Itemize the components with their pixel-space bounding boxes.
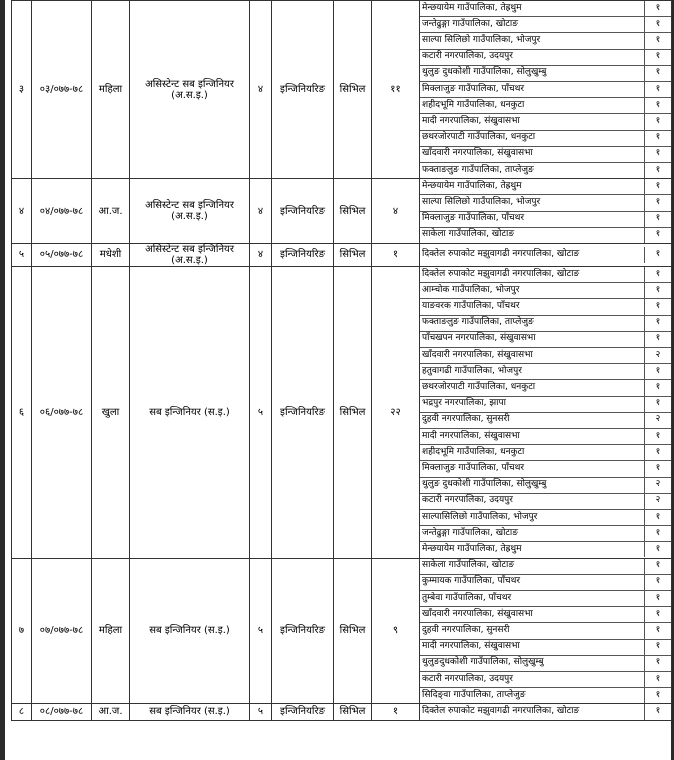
office-post-count: १: [645, 162, 672, 178]
list-item: [420, 348, 671, 364]
service-name: इन्जिनियरिङ: [272, 558, 334, 704]
office-post-count: १: [645, 607, 672, 623]
office-table: [420, 704, 671, 719]
list-item: [420, 33, 671, 49]
reservation-type: महिला: [92, 558, 130, 704]
table-row: [12, 243, 672, 266]
office-name: साल्पा सिलिछो गाउँपालिका, भोजपुर: [420, 195, 645, 211]
service-name: इन्जिनियरिङ: [272, 704, 334, 720]
service-name: इन्जिनियरिङ: [272, 243, 334, 266]
service-name: इन्जिनियरिङ: [272, 266, 334, 558]
office-name: दिक्तेल रुपाकोट मझुवागढी नगरपालिका, खोटाङ: [422, 706, 580, 717]
office-list: [420, 266, 672, 558]
list-item: [420, 146, 671, 162]
office-name: दिक्तेल रुपाकोट मझुवागढी नगरपालिका, खोटाङ: [422, 249, 580, 260]
office-list: [420, 1, 672, 179]
list-item: [420, 162, 671, 178]
office-post-count: १: [645, 559, 672, 575]
office-post-count: १: [645, 509, 672, 525]
group-name: सिभिल: [334, 704, 372, 720]
list-item: [420, 315, 671, 331]
advertisement-number: ०७/०७७-७८: [32, 558, 92, 704]
post-name: सब इन्जिनियर (स.इ.): [130, 704, 250, 720]
office-post-count: १: [645, 315, 672, 331]
office-post-count: १: [645, 195, 672, 211]
list-item: [420, 299, 671, 315]
office-post-count: २: [645, 412, 672, 428]
office-name: छथरजोरपाटी गाउँपालिका, धनकुटा: [420, 380, 645, 396]
total-posts: ९: [372, 558, 420, 704]
office-name: साकेला गाउँपालिका, खोटाङ: [420, 559, 645, 575]
office-post-count: १: [645, 98, 672, 114]
list-item: [420, 49, 671, 65]
office-post-count: १: [645, 574, 672, 590]
level: ५: [250, 266, 272, 558]
list-item: [420, 227, 671, 243]
list-item: [420, 98, 671, 114]
left-border-bar: [0, 0, 5, 760]
office-post-count: १: [645, 267, 672, 283]
reservation-type: महिला: [92, 1, 130, 179]
office-name: दुहवी नगरपालिका, सुनसरी: [420, 623, 645, 639]
office-list: [420, 179, 672, 244]
list-item: [420, 704, 671, 719]
serial-number: ३: [12, 1, 32, 179]
list-item: [420, 364, 671, 380]
office-post-count: १: [645, 146, 672, 162]
office-table: [420, 1, 671, 178]
office-post-count: १: [645, 114, 672, 130]
office-name: सिदिङ्वा गाउँपालिका, ताप्लेजुङ: [422, 689, 526, 700]
office-post-count: २: [645, 493, 672, 509]
serial-number: ८: [12, 704, 32, 720]
list-item: [420, 526, 671, 542]
office-post-count: १: [645, 428, 672, 444]
office-name: थुलुङदुधकोशी गाउँपालिका, सोलुखुम्बु: [420, 655, 645, 671]
reservation-type: खुला: [92, 266, 130, 558]
office-table: [420, 179, 671, 243]
office-post-count: १: [645, 331, 672, 347]
reservation-type: आ.ज.: [92, 704, 130, 720]
office-table: [420, 247, 671, 262]
level: ४: [250, 1, 272, 179]
office-post-count: १: [645, 688, 672, 704]
office-name: आम्चोक गाउँपालिका, भोजपुर: [420, 283, 645, 299]
list-item: [420, 114, 671, 130]
office-name: मादी नगरपालिका, संखुवासभा: [420, 114, 645, 130]
group-name: सिभिल: [334, 1, 372, 179]
office-post-count: १: [645, 17, 672, 33]
office-table: [420, 267, 671, 557]
service-name: इन्जिनियरिङ: [272, 179, 334, 244]
table-row: [12, 266, 672, 558]
office-name: छथरजोरपाटी गाउँपालिका, धनकुटा: [420, 130, 645, 146]
list-item: [420, 247, 671, 262]
office-post-count: १: [645, 396, 672, 412]
office-name: शहीदभूमि गाउँपालिका, धनकुटा: [420, 445, 645, 461]
office-name: तुम्बेवा गाउँपालिका, पाँचथर: [420, 591, 645, 607]
office-name: मेन्छयायेम गाउँपालिका, तेह्रथुम: [420, 179, 645, 195]
advertisement-number: ०६/०७७-७८: [32, 266, 92, 558]
list-item: [420, 65, 671, 81]
list-item: [420, 671, 671, 687]
office-post-count: २: [645, 477, 672, 493]
post-name: सब इन्जिनियर (स.इ.): [130, 558, 250, 704]
office-name: फक्ताङलुङ गाउँपालिका, ताप्लेजुङ: [422, 164, 534, 175]
office-post-count: १: [645, 591, 672, 607]
total-posts: ११: [372, 1, 420, 179]
office-name: मादी नगरपालिका, संखुवासभा: [420, 639, 645, 655]
list-item: [420, 130, 671, 146]
reservation-type: आ.ज.: [92, 179, 130, 244]
serial-number: ४: [12, 179, 32, 244]
office-name: मेन्छयायेम गाउँपालिका, तेह्रथुम: [420, 1, 645, 17]
office-name: जन्तेढुङ्गा गाउँपालिका, खोटाङ: [420, 17, 645, 33]
group-name: सिभिल: [334, 558, 372, 704]
table-row: [12, 704, 672, 720]
level: ४: [250, 179, 272, 244]
office-post-count: १: [645, 623, 672, 639]
office-name: शहीदभूमि गाउँपालिका, धनकुटा: [420, 98, 645, 114]
list-item: [420, 1, 671, 17]
office-name: दिक्तेल रुपाकोट मझुवागढी नगरपालिका, खोटाङ: [420, 267, 645, 283]
advertisement-number: ०५/०७७-७८: [32, 243, 92, 266]
office-post-count: १: [645, 704, 672, 719]
office-name: याङवरक गाउँपालिका, पाँचथर: [420, 299, 645, 315]
office-post-count: १: [645, 445, 672, 461]
office-post-count: १: [645, 461, 672, 477]
office-name: फक्ताङलुङ गाउँपालिका, ताप्लेजुङ: [420, 315, 645, 331]
office-post-count: १: [645, 33, 672, 49]
list-item: [420, 509, 671, 525]
level: ५: [250, 558, 272, 704]
total-posts: ४: [372, 179, 420, 244]
office-name: कटारी नगरपालिका, उदयपुर: [420, 493, 645, 509]
office-post-count: १: [645, 65, 672, 81]
office-name: खाँदवारी नगरपालिका, संखुवासभा: [420, 607, 645, 623]
office-name: साकेला गाउँपालिका, खोटाङ: [422, 229, 515, 240]
office-name: थुलुङ दुधकोशी गाउँपालिका, सोलुखुम्बु: [420, 477, 645, 493]
list-item: [420, 195, 671, 211]
office-post-count: १: [645, 526, 672, 542]
list-item: [420, 82, 671, 98]
advertisement-number: ०४/०७७-७८: [32, 179, 92, 244]
office-post-count: १: [645, 179, 672, 195]
table-row: [12, 558, 672, 704]
list-item: [420, 493, 671, 509]
list-item: [420, 655, 671, 671]
office-name: खाँदवारी नगरपालिका, संखुवासभा: [420, 146, 645, 162]
office-post-count: १: [645, 671, 672, 687]
advertisement-number: ०३/०७७-७८: [32, 1, 92, 179]
office-name: भद्रपुर नगरपालिका, झापा: [420, 396, 645, 412]
level: ५: [250, 704, 272, 720]
post-name: सब इन्जिनियर (स.इ.): [130, 266, 250, 558]
group-name: सिभिल: [334, 243, 372, 266]
list-item: [420, 17, 671, 33]
list-item: [420, 607, 671, 623]
list-item: [420, 639, 671, 655]
list-item: [420, 477, 671, 493]
list-item: [420, 179, 671, 195]
office-post-count: १: [645, 364, 672, 380]
office-name: जन्तेढुङ्गा गाउँपालिका, खोटाङ: [420, 526, 645, 542]
list-item: [420, 428, 671, 444]
total-posts: २२: [372, 266, 420, 558]
office-post-count: १: [645, 542, 672, 558]
office-list: [420, 704, 672, 720]
office-name: मेन्छयायेम गाउँपालिका, तेह्रथुम: [422, 543, 522, 554]
office-post-count: १: [645, 639, 672, 655]
advertisement-number: ०८/०७७-७८: [32, 704, 92, 720]
list-item: [420, 542, 671, 558]
list-item: [420, 623, 671, 639]
office-name: मिक्लाजुङ गाउँपालिका, पाँचथर: [420, 461, 645, 477]
office-post-count: १: [645, 283, 672, 299]
office-name: पाँचखपन नगरपालिका, संखुवासभा: [420, 331, 645, 347]
list-item: [420, 461, 671, 477]
office-list: [420, 243, 672, 266]
list-item: [420, 283, 671, 299]
post-name: असिस्टेन्ट सब इन्जिनियर (अ.स.इ.): [130, 1, 250, 179]
vacancy-table: [11, 0, 672, 721]
office-post-count: १: [645, 211, 672, 227]
office-name: हतुवागढी गाउँपालिका, भोजपुर: [420, 364, 645, 380]
list-item: [420, 211, 671, 227]
total-posts: १: [372, 704, 420, 720]
office-post-count: १: [645, 655, 672, 671]
office-post-count: २: [645, 348, 672, 364]
office-post-count: १: [645, 49, 672, 65]
office-post-count: १: [645, 380, 672, 396]
list-item: [420, 380, 671, 396]
office-name: कटारी नगरपालिका, उदयपुर: [420, 49, 645, 65]
list-item: [420, 559, 671, 575]
list-item: [420, 331, 671, 347]
list-item: [420, 396, 671, 412]
office-post-count: १: [645, 247, 672, 262]
office-post-count: १: [645, 82, 672, 98]
table-row: [12, 179, 672, 244]
office-name: मिक्लाजुङ गाउँपालिका, पाँचथर: [420, 211, 645, 227]
office-name: मादी नगरपालिका, संखुवासभा: [420, 428, 645, 444]
office-post-count: १: [645, 130, 672, 146]
serial-number: ७: [12, 558, 32, 704]
office-name: मिक्लाजुङ गाउँपालिका, पाँचथर: [420, 82, 645, 98]
office-name: साल्पा सिलिछो गाउँपालिका, भोजपुर: [420, 33, 645, 49]
office-name: कटारी नगरपालिका, उदयपुर: [420, 671, 645, 687]
list-item: [420, 445, 671, 461]
service-name: इन्जिनियरिङ: [272, 1, 334, 179]
level: ४: [250, 243, 272, 266]
reservation-type: मधेशी: [92, 243, 130, 266]
list-item: [420, 267, 671, 283]
post-name: असिस्टेन्ट सब इन्जिनियर (अ.स.इ.): [130, 243, 250, 266]
list-item: [420, 688, 671, 704]
office-name: खाँदवारी नगरपालिका, संखुवासभा: [420, 348, 645, 364]
office-list: [420, 558, 672, 704]
total-posts: १: [372, 243, 420, 266]
office-name: थुलुङ दुधकोशी गाउँपालिका, सोलुखुम्बु: [420, 65, 645, 81]
group-name: सिभिल: [334, 179, 372, 244]
table-row: [12, 1, 672, 179]
post-name: असिस्टेन्ट सब इन्जिनियर (अ.स.इ.): [130, 179, 250, 244]
office-post-count: १: [645, 227, 672, 243]
list-item: [420, 574, 671, 590]
office-name: दुहवी नगरपालिका, सुनसरी: [420, 412, 645, 428]
serial-number: ५: [12, 243, 32, 266]
office-table: [420, 559, 671, 704]
office-name: कुम्मायक गाउँपालिका, पाँचथर: [420, 574, 645, 590]
serial-number: ६: [12, 266, 32, 558]
list-item: [420, 412, 671, 428]
office-name: साल्पासिलिछो गाउँपालिका, भोजपुर: [420, 509, 645, 525]
list-item: [420, 591, 671, 607]
group-name: सिभिल: [334, 266, 372, 558]
office-post-count: १: [645, 299, 672, 315]
office-post-count: १: [645, 1, 672, 17]
